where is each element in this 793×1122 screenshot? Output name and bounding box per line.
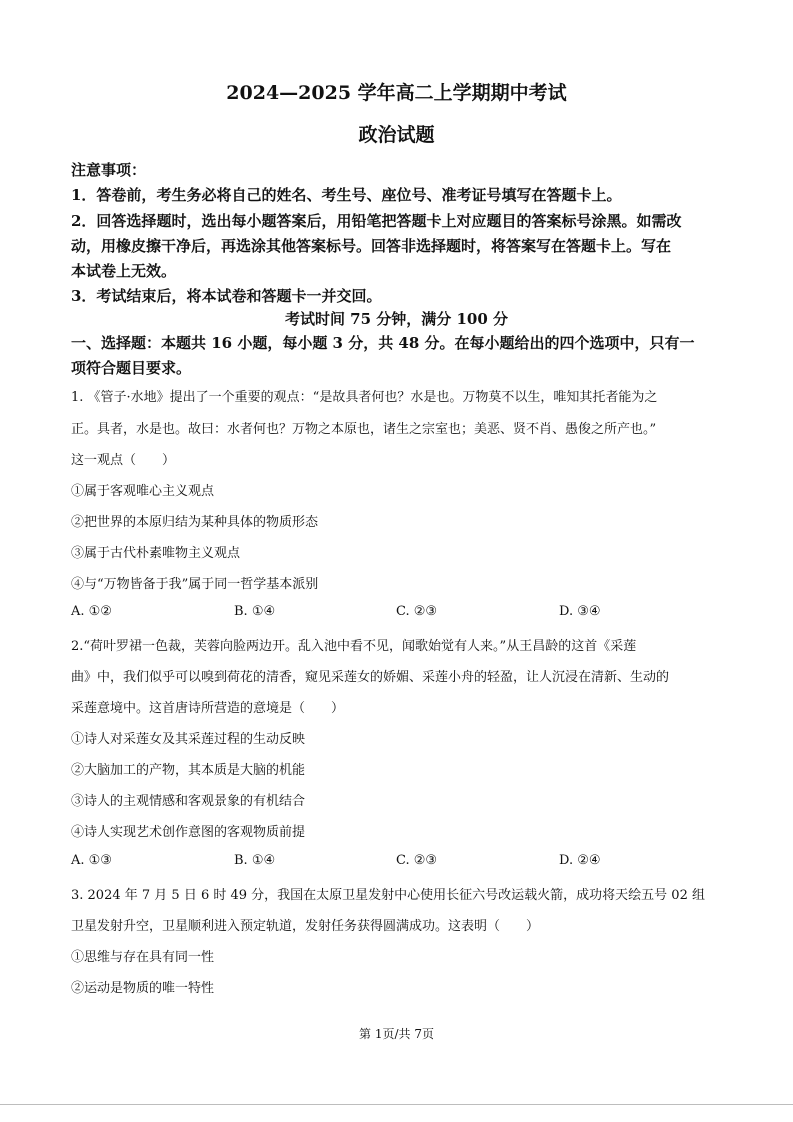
q1-choice-c: C. ②③ [396, 604, 438, 619]
notice-item-3: 3．考试结束后，将本试卷和答题卡一并交回。 [71, 287, 382, 305]
notice-heading: 注意事项： [71, 161, 147, 179]
q1-statement-3: ③属于古代朴素唯物主义观点 [71, 546, 241, 561]
q3-statement-2: ②运动是物质的唯一特性 [71, 981, 215, 996]
exam-info: 考试时间 75 分钟，满分 100 分 [284, 310, 509, 328]
q2-choice-c: C. ②③ [396, 853, 438, 868]
q2-stem-line-2: 曲》中，我们似乎可以嗅到荷花的清香，窥见采莲女的娇媚、采莲小舟的轻盈，让人沉浸在清新、生动的 [71, 670, 670, 685]
notice-item-2-line-1: 2．回答选择题时，选出每小题答案后，用铅笔把答题卡上对应题目的答案标号涂黑。如需改 [71, 212, 682, 230]
notice-item-1: 1．答卷前，考生务必将自己的姓名、考生号、座位号、准考证号填写在答题卡上。 [71, 186, 622, 204]
q1-stem-line-3: 这一观点（ ） [71, 453, 176, 468]
q1-choice-b: B. ①④ [234, 604, 276, 619]
q1-statement-1: ①属于客观唯心主义观点 [71, 484, 215, 499]
exam-title: 2024—2025 学年高二上学期期中考试 [226, 82, 567, 104]
page-footer: 第 1页/共 7页 [359, 1027, 434, 1041]
q1-choice-d: D. ③④ [559, 604, 601, 619]
section-heading-line-1: 一、选择题：本题共 16 小题，每小题 3 分，共 48 分。在每小题给出的四个选项中，只有一 [71, 334, 695, 352]
q2-stem-line-1: 2.“荷叶罗裙一色裁，芙蓉向脸两边开。乱入池中看不见，闻歌始觉有人来。”从王昌龄的这首《采莲 [71, 639, 637, 654]
q3-stem-line-1: 3. 2024 年 7 月 5 日 6 时 49 分，我国在太原卫星发射中心使用长征六号改运载火箭，成功将天绘五号 02 组 [71, 888, 705, 903]
q2-choice-a: A. ①③ [71, 853, 112, 868]
q2-choice-d: D. ②④ [559, 853, 601, 868]
q2-statement-2: ②大脑加工的产物，其本质是大脑的机能 [71, 763, 306, 778]
q1-stem-line-2: 正。具者，水是也。故曰：水者何也？万物之本原也，诸生之宗室也；美恶、贤不肖、愚俊之所产也。” [71, 422, 657, 437]
q2-statement-3: ③诗人的主观情感和客观景象的有机结合 [71, 794, 306, 809]
section-heading-line-2: 项符合题目要求。 [71, 359, 192, 377]
q2-choice-b: B. ①④ [234, 853, 276, 868]
page-bottom-rule [0, 1104, 793, 1105]
q1-statement-2: ②把世界的本原归结为某种具体的物质形态 [71, 515, 319, 530]
q2-statement-1: ①诗人对采莲女及其采莲过程的生动反映 [71, 732, 306, 747]
exam-subject: 政治试题 [358, 124, 435, 146]
q1-stem-line-1: 1. 《管子·水地》提出了一个重要的观点：“是故具者何也？水是也。万物莫不以生，唯知其托者能为之 [71, 390, 658, 405]
q3-stem-line-2: 卫星发射升空，卫星顺利进入预定轨道，发射任务获得圆满成功。这表明（ ） [71, 919, 540, 934]
q3-statement-1: ①思维与存在具有同一性 [71, 950, 215, 965]
notice-item-2-line-3: 本试卷上无效。 [71, 262, 177, 280]
q1-choice-a: A. ①② [71, 604, 112, 619]
q2-statement-4: ④诗人实现艺术创作意图的客观物质前提 [71, 825, 306, 840]
notice-item-2-line-2: 动，用橡皮擦干净后，再选涂其他答案标号。回答非选择题时，将答案写在答题卡上。写在 [71, 237, 672, 255]
q2-stem-line-3: 采莲意境中。这首唐诗所营造的意境是（ ） [71, 701, 345, 716]
q1-statement-4: ④与“万物皆备于我”属于同一哲学基本派别 [71, 577, 319, 592]
